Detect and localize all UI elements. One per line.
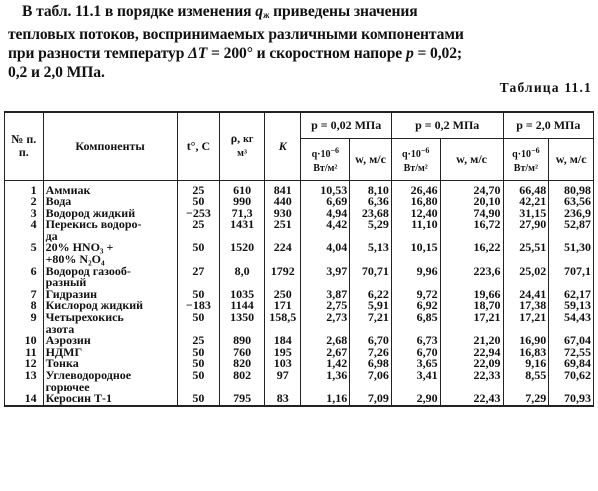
component-name-continued: +80% N₂O₄ (45, 252, 105, 267)
cell-no: 11 (5, 347, 44, 359)
intro-line-3-start: при разности температур (8, 45, 189, 62)
intro-line-1-start: В табл. 11.1 в порядке изменения (22, 3, 256, 20)
cell-t: 25 (177, 335, 220, 347)
cell-t: 50 (177, 358, 220, 370)
cell-q1: 4,04 (301, 242, 350, 265)
header-density-symbol: ρ, (230, 131, 241, 146)
cell-q1: 10,53 (301, 180, 350, 196)
cell-no: 1 (5, 180, 44, 196)
header-w-1: w, м/с (350, 138, 392, 180)
component-name: Водород газооб- (45, 263, 131, 278)
cell-w3: 62,17 (549, 289, 594, 301)
table-row (5, 370, 594, 393)
component-name: Тонка (45, 356, 79, 371)
cell-k: 171 (264, 300, 301, 312)
cell-w1: 5,13 (350, 242, 392, 265)
cell-w1: 5,29 (350, 219, 392, 242)
cell-name (43, 263, 177, 290)
table-row (5, 312, 594, 335)
intro-line-3-mid: = 200° и скоростном напоре (207, 45, 406, 62)
cell-k: 1792 (264, 266, 301, 289)
header-temperature: t°, С (177, 112, 220, 180)
cell-w1: 23,68 (350, 208, 392, 220)
cell-w2: 20,10 (440, 196, 503, 208)
component-name: Кислород жидкий (45, 298, 144, 313)
cell-q1: 4,94 (301, 208, 350, 220)
component-name: Вода (45, 194, 72, 209)
cell-w1: 7,21 (350, 312, 392, 335)
heat-flux-table (4, 111, 594, 407)
cell-rho: 1035 (220, 289, 265, 301)
cell-k: 83 (264, 393, 301, 406)
cell-w2: 17,21 (440, 312, 503, 335)
component-name: 20% HNO₃ + (45, 240, 114, 255)
header-k: K (264, 112, 301, 180)
intro-line-2: тепловых потоков, воспринимаемых различными компонентами (8, 26, 464, 43)
cell-t: 25 (177, 219, 220, 242)
cell-k: 195 (264, 347, 301, 359)
component-name: Аэрозин (45, 333, 91, 348)
cell-q2: 3,65 (391, 358, 440, 370)
header-q-2: $q\cdot 10^{-6}$ Вт/м² (391, 138, 440, 180)
header-w-2: w, м/с (440, 138, 503, 180)
component-name-continued: разный (45, 275, 87, 290)
cell-w3: 67,04 (549, 335, 594, 347)
cell-w2: 16,72 (440, 219, 503, 242)
cell-w1: 70,71 (350, 266, 392, 289)
cell-t: 50 (177, 242, 220, 265)
cell-q1: 1,42 (301, 358, 350, 370)
header-density (220, 112, 265, 180)
cell-no: 4 (5, 219, 44, 242)
cell-q1: 2,67 (301, 347, 350, 359)
cell-w1: 8,10 (350, 180, 392, 196)
cell-no: 13 (5, 370, 44, 393)
cell-q1: 4,42 (301, 219, 350, 242)
cell-q1: 2,75 (301, 300, 350, 312)
cell-rho: 1350 (220, 312, 265, 335)
cell-w2: 18,70 (440, 300, 503, 312)
cell-q2: 9,96 (391, 266, 440, 289)
cell-w1: 6,98 (350, 358, 392, 370)
intro-paragraph (8, 2, 594, 82)
cell-w3: 63,56 (549, 196, 594, 208)
cell-k: 97 (264, 370, 301, 393)
table-row (5, 242, 594, 265)
cell-no: 6 (5, 266, 44, 289)
component-name: Перекись водоро- (45, 217, 142, 232)
header-density-unit-numerator: кг (243, 134, 254, 146)
cell-q3: 66,48 (503, 180, 549, 196)
cell-w2: 74,90 (440, 208, 503, 220)
header-q-1: $q\cdot 10^{-6}$ Вт/м² (301, 138, 350, 180)
cell-k: 250 (264, 289, 301, 301)
intro-line-4: 0,2 и 2,0 МПа. (8, 64, 105, 81)
component-name: Гидразин (45, 286, 98, 301)
intro-line-3-end: = 0,02; (413, 45, 463, 62)
cell-w2: 22,33 (440, 370, 503, 393)
cell-q2: 11,10 (391, 219, 440, 242)
cell-w1: 7,06 (350, 370, 392, 393)
component-name: НДМГ (45, 344, 83, 359)
cell-rho: 71,3 (220, 208, 265, 220)
cell-t: 50 (177, 393, 220, 406)
cell-w3: 70,93 (549, 393, 594, 406)
table-row (5, 335, 594, 347)
cell-rho: 990 (220, 196, 265, 208)
cell-q3: 9,16 (503, 358, 549, 370)
cell-t: 50 (177, 370, 220, 393)
cell-q3: 17,38 (503, 300, 549, 312)
table-row (5, 347, 594, 359)
cell-no: 10 (5, 335, 44, 347)
cell-w2: 16,22 (440, 242, 503, 265)
cell-t: 27 (177, 266, 220, 289)
cell-q3: 31,15 (503, 208, 549, 220)
cell-t: 50 (177, 347, 220, 359)
symbol-p: p (405, 45, 414, 62)
cell-q1: 1,36 (301, 370, 350, 393)
cell-w1: 6,22 (350, 289, 392, 301)
cell-q1: 1,16 (301, 393, 350, 406)
cell-q2: 26,46 (391, 180, 440, 196)
cell-q2: 6,70 (391, 347, 440, 359)
cell-k: 841 (264, 180, 301, 196)
cell-w3: 52,87 (549, 219, 594, 242)
cell-w3: 59,13 (549, 300, 594, 312)
cell-q1: 6,69 (301, 196, 350, 208)
cell-w1: 7,26 (350, 347, 392, 359)
cell-q1: 2,68 (301, 335, 350, 347)
header-component: Компоненты (43, 112, 177, 180)
cell-q2: 6,73 (391, 335, 440, 347)
cell-q2: 6,92 (391, 300, 440, 312)
cell-q1: 2,73 (301, 312, 350, 335)
cell-q2: 2,90 (391, 393, 440, 406)
table-row (5, 393, 594, 406)
cell-t: −183 (177, 300, 220, 312)
cell-w3: 72,55 (549, 347, 594, 359)
cell-k: 158,5 (264, 312, 301, 335)
cell-no: 7 (5, 289, 44, 301)
cell-q3: 25,51 (503, 242, 549, 265)
cell-q2: 9,72 (391, 289, 440, 301)
cell-w2: 24,70 (440, 180, 503, 196)
component-name-continued: да (45, 228, 58, 243)
cell-q2: 10,15 (391, 242, 440, 265)
cell-q1: 3,97 (301, 266, 350, 289)
cell-t: 25 (177, 180, 220, 196)
cell-w3: 80,98 (549, 180, 594, 196)
cell-w2: 21,20 (440, 335, 503, 347)
cell-q2: 6,85 (391, 312, 440, 335)
cell-q3: 7,29 (503, 393, 549, 406)
cell-k: 184 (264, 335, 301, 347)
cell-rho: 802 (220, 370, 265, 393)
component-name: Водород жидкий (45, 205, 136, 220)
cell-rho: 820 (220, 358, 265, 370)
cell-w3: 707,1 (549, 266, 594, 289)
component-name: Четырехокись (45, 310, 124, 325)
cell-q3: 17,21 (503, 312, 549, 335)
cell-q3: 27,90 (503, 219, 549, 242)
cell-w1: 5,91 (350, 300, 392, 312)
cell-k: 251 (264, 219, 301, 242)
symbol-q: q (255, 3, 263, 20)
cell-q3: 25,02 (503, 266, 549, 289)
cell-w1: 7,09 (350, 393, 392, 406)
cell-name (43, 312, 177, 335)
component-name-continued: горючее (45, 379, 90, 394)
cell-w3: 54,43 (549, 312, 594, 335)
cell-q2: 12,40 (391, 208, 440, 220)
cell-k: 440 (264, 196, 301, 208)
cell-k: 224 (264, 242, 301, 265)
cell-no: 8 (5, 300, 44, 312)
cell-rho: 610 (220, 180, 265, 196)
cell-q2: 16,80 (391, 196, 440, 208)
cell-rho: 760 (220, 347, 265, 359)
cell-w2: 22,09 (440, 358, 503, 370)
cell-k: 103 (264, 358, 301, 370)
cell-w2: 19,66 (440, 289, 503, 301)
symbol-delta-t: ΔT (188, 45, 208, 62)
cell-q1: 3,87 (301, 289, 350, 301)
component-name-continued: азота (45, 321, 75, 336)
header-w-3: w, м/с (549, 138, 594, 180)
component-name: Аммиак (45, 182, 91, 197)
cell-no: 2 (5, 196, 44, 208)
symbol-q-subscript: ж (262, 10, 270, 20)
cell-w1: 6,70 (350, 335, 392, 347)
table-row (5, 266, 594, 289)
header-pressure-0-2: p = 0,2 МПа (391, 112, 503, 138)
header-density-unit-denominator: м³ (237, 148, 247, 160)
cell-t: 50 (177, 312, 220, 335)
cell-t: 50 (177, 289, 220, 301)
cell-rho: 1431 (220, 219, 265, 242)
cell-t: −253 (177, 208, 220, 220)
cell-name (43, 370, 177, 393)
cell-w1: 6,36 (350, 196, 392, 208)
cell-rho: 8,0 (220, 266, 265, 289)
intro-line-1-end: приведены значения (269, 3, 418, 20)
component-name: Керосин Т-1 (45, 391, 112, 406)
header-pressure-2-0: p = 2,0 МПа (503, 112, 593, 138)
cell-rho: 795 (220, 393, 265, 406)
cell-q3: 42,21 (503, 196, 549, 208)
cell-q3: 8,55 (503, 370, 549, 393)
cell-no: 12 (5, 358, 44, 370)
cell-rho: 890 (220, 335, 265, 347)
cell-no: 3 (5, 208, 44, 220)
header-q-3: $q\cdot 10^{-6}$ Вт/м² (503, 138, 549, 180)
component-name: Углеводородное (45, 368, 132, 382)
table-row (5, 219, 594, 242)
cell-w2: 22,43 (440, 393, 503, 406)
cell-w2: 22,94 (440, 347, 503, 359)
cell-w3: 236,9 (549, 208, 594, 220)
cell-rho: 1520 (220, 242, 265, 265)
cell-no: 9 (5, 312, 44, 335)
header-pressure-0-02: p = 0,02 МПа (301, 112, 391, 138)
cell-name (43, 242, 177, 265)
cell-q2: 3,41 (391, 370, 440, 393)
header-no: № п. п. (5, 112, 44, 180)
cell-w3: 70,62 (549, 370, 594, 393)
cell-no: 14 (5, 393, 44, 406)
cell-q3: 16,83 (503, 347, 549, 359)
cell-rho: 1144 (220, 300, 265, 312)
cell-w2: 223,6 (440, 266, 503, 289)
cell-t: 50 (177, 196, 220, 208)
table-row (5, 180, 594, 196)
cell-q3: 24,41 (503, 289, 549, 301)
cell-w3: 69,84 (549, 358, 594, 370)
cell-q3: 16,90 (503, 335, 549, 347)
cell-no: 5 (5, 242, 44, 265)
cell-name (43, 393, 177, 406)
cell-w3: 51,30 (549, 242, 594, 265)
cell-name (43, 219, 177, 242)
table-caption: Таблица 11.1 (499, 80, 592, 95)
cell-k: 930 (264, 208, 301, 220)
